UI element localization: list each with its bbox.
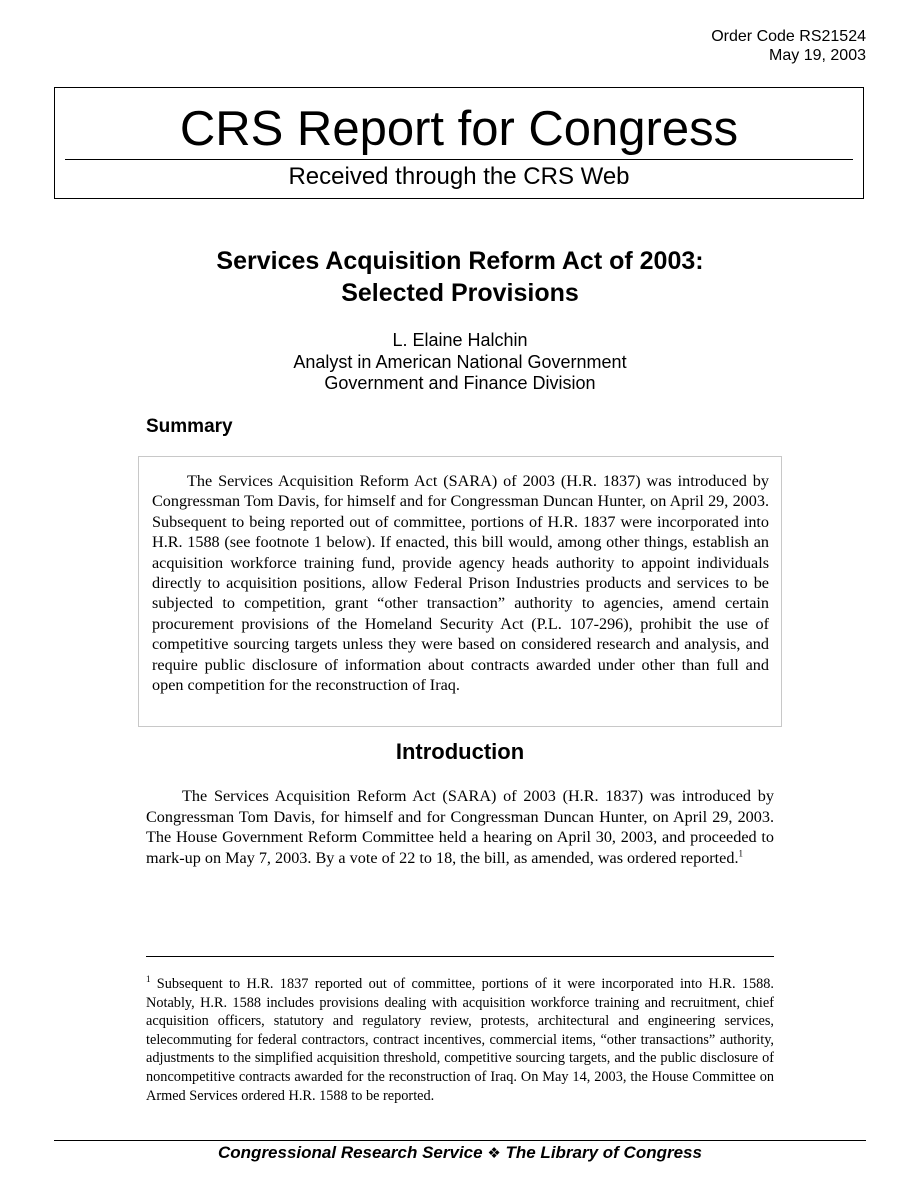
banner-subtitle: Received through the CRS Web [288,163,630,190]
introduction-text [146,786,774,868]
order-code: Order Code RS21524 [711,28,866,45]
order-info [711,27,866,65]
summary-text: The Services Acquisition Reform Act (SARA) of 2003 (H.R. 1837) was introduced by Congressman Tom Davis, for himself and for Congressman Duncan Hunter, on April 29, 2003. Subsequent to being reported out of committee, portions of H.R. 1837 were incorporated into H.R. 1588 (see footnote 1 below). If enacted, this bill would, among other things, establish an acquisition workforce training fund, provide agency heads authority to appoint individuals directly to acquisition positions, allow Federal Prison Industries products and services to be subjected to competition, grant “other transaction” authority to agencies, amend certain procurement provisions of the Homeland Security Act (P.L. 107-296), prohibit the use of competitive sourcing targets unless they were based on considered research and analysis, and require public disclosure of information about contracts awarded under other than full and open competition for the reconstruction of Iraq. [152,472,769,695]
author-block [100,330,820,395]
footer-loc: The Library of Congress [500,1143,702,1162]
footnote-number: 1 [146,974,151,985]
author-title: Analyst in American National Government [293,351,627,372]
footnote-reference[interactable]: 1 [738,848,743,859]
document-title [100,245,820,309]
diamond-icon: ❖ [487,1144,501,1162]
footnote [146,975,774,1105]
report-date: May 19, 2003 [769,47,866,64]
title-line-2: Selected Provisions [341,279,579,307]
banner-title: CRS Report for Congress [179,102,739,156]
summary-heading: Summary [146,416,233,437]
title-line-1: Services Acquisition Reform Act of 2003: [216,247,704,275]
banner-divider [65,159,853,160]
author-division: Government and Finance Division [324,373,596,393]
introduction-body: The Services Acquisition Reform Act (SARA) of 2003 (H.R. 1837) was introduced by Congressman Tom Davis, for himself and for Congressman Duncan Hunter, on April 29, 2003. The House Government Reform Committee held a hearing on April 30, 2003, and proceeded to mark-up on May 7, 2003. By a vote of 22 to 18, the bill, as amended, was ordered reported. [146,787,774,867]
footnote-divider [146,956,774,957]
footnote-text: Subsequent to H.R. 1837 reported out of committee, portions of it were incorporated into H.R. 1588. Notably, H.R. 1588 includes provisions dealing with acquisition workforce training and recruitment, chief acquisition officers, statutory and regulatory review, protests, architectural and engineering services, telecommuting for federal contractors, contract incentives, commercial items, “other transactions” authority, adjustments to the simplified acquisition threshold, competitive sourcing targets, and the public disclosure of noncompetitive contracts awarded for the reconstruction of Iraq. On May 14, 2003, the House Committee on Armed Services ordered H.R. 1588 to be reported. [146,976,774,1104]
footer-divider [54,1140,866,1141]
page-footer [0,1142,920,1164]
summary-box [138,456,782,727]
footer-crs: Congressional Research Service [218,1143,488,1162]
author-name: L. Elaine Halchin [392,330,528,350]
report-banner [54,87,864,199]
introduction-heading: Introduction [395,739,525,764]
